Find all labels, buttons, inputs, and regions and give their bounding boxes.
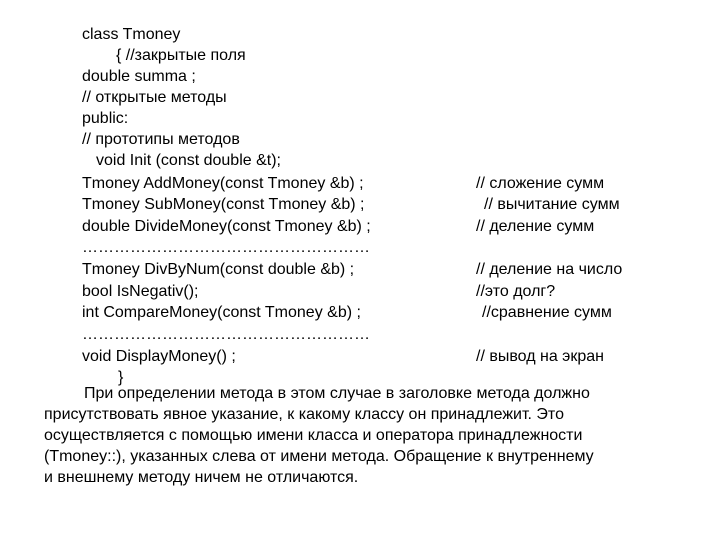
comment-compare: //сравнение сумм	[482, 304, 612, 321]
paragraph-line: осуществляется с помощью имени класса и оператора принадлежности	[44, 427, 583, 444]
code-line-open-brace: { //закрытые поля	[116, 47, 246, 64]
paragraph-line: (Tmoney::), указанных слева от имени метода. Обращение к внутреннему	[44, 448, 594, 465]
code-line-submoney: Tmoney SubMoney(const Tmoney &b) ;	[82, 196, 365, 213]
code-line-displaymoney: void DisplayMoney() ;	[82, 348, 236, 365]
paragraph-line: присутствовать явное указание, к какому классу он принадлежит. Это	[44, 406, 564, 423]
comment-divide: // деление сумм	[476, 218, 595, 235]
code-line-dividemoney: double DivideMoney(const Tmoney &b) ;	[82, 218, 371, 235]
code-line-class: class Tmoney	[82, 26, 181, 43]
code-line-public: public:	[82, 110, 129, 127]
explanation-paragraph	[44, 383, 684, 488]
paragraph-line: и внешнему методу ничем не отличаются.	[44, 469, 359, 486]
code-line-comment-public: // открытые методы	[82, 89, 227, 106]
comment-display: // вывод на экран	[476, 348, 604, 365]
code-line-divbynum: Tmoney DivByNum(const double &b) ;	[82, 261, 355, 278]
comment-isnegativ: //это долг?	[476, 283, 556, 300]
code-line-field: double summa ;	[82, 68, 196, 85]
code-line-addmoney: Tmoney AddMoney(const Tmoney &b) ;	[82, 175, 364, 192]
code-line-init: void Init (const double &t);	[96, 152, 281, 169]
code-line-ellipsis-2: ………………………………………………	[82, 326, 370, 343]
paragraph-line: При определении метода в этом случае в заголовке метода должно	[84, 385, 590, 402]
code-line-comparemoney: int CompareMoney(const Tmoney &b) ;	[82, 304, 361, 321]
code-line-close-brace: }	[118, 369, 124, 386]
comment-add: // сложение сумм	[476, 175, 605, 192]
code-line-isnegativ: bool IsNegativ();	[82, 283, 199, 300]
code-line-ellipsis-1: ………………………………………………	[82, 239, 370, 256]
comment-sub: // вычитание сумм	[484, 196, 620, 213]
code-line-comment-prototypes: // прототипы методов	[82, 131, 240, 148]
comment-divbynum: // деление на число	[476, 261, 623, 278]
